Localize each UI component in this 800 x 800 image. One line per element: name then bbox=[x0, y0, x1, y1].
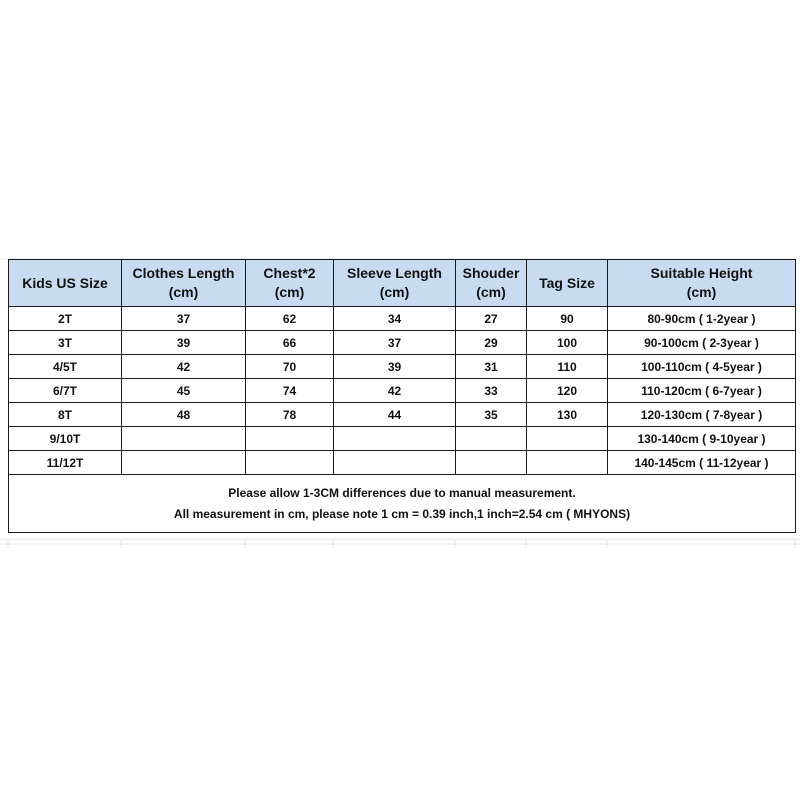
cell-chest bbox=[246, 427, 334, 451]
cell-chest: 70 bbox=[246, 355, 334, 379]
cell-shoulder bbox=[456, 451, 527, 475]
cell-chest: 66 bbox=[246, 331, 334, 355]
cell-tag-size: 120 bbox=[527, 379, 608, 403]
header-label: Shouder bbox=[462, 265, 520, 281]
cell-tag-size bbox=[527, 451, 608, 475]
cell-sleeve-length: 39 bbox=[334, 355, 456, 379]
size-chart-table bbox=[8, 259, 796, 533]
cell-suitable-height: 80-90cm ( 1-2year ) bbox=[608, 307, 796, 331]
cell-suitable-height: 110-120cm ( 6-7year ) bbox=[608, 379, 796, 403]
cell-sleeve-length bbox=[334, 427, 456, 451]
cell-suitable-height: 100-110cm ( 4-5year ) bbox=[608, 355, 796, 379]
header-label: Sleeve Length bbox=[347, 265, 442, 281]
cell-tag-size: 110 bbox=[527, 355, 608, 379]
header-clothes-length bbox=[122, 260, 246, 307]
header-suitable-height bbox=[608, 260, 796, 307]
cell-kids-us-size: 3T bbox=[9, 331, 122, 355]
cell-shoulder: 31 bbox=[456, 355, 527, 379]
cell-kids-us-size: 6/7T bbox=[9, 379, 122, 403]
table-row bbox=[9, 451, 796, 475]
header-unit: (cm) bbox=[476, 284, 506, 300]
cell-kids-us-size: 4/5T bbox=[9, 355, 122, 379]
header-unit: (cm) bbox=[274, 284, 305, 300]
cell-tag-size: 100 bbox=[527, 331, 608, 355]
cell-clothes-length: 37 bbox=[122, 307, 246, 331]
cell-sleeve-length: 34 bbox=[334, 307, 456, 331]
cell-sleeve-length bbox=[334, 451, 456, 475]
cell-sleeve-length: 42 bbox=[334, 379, 456, 403]
header-label: Kids US Size bbox=[22, 274, 108, 291]
cell-chest bbox=[246, 451, 334, 475]
measurement-note: All measurement in cm, please note 1 cm = 0.39 inch,1 inch=2.54 cm ( MHYONS) bbox=[173, 506, 631, 521]
header-sleeve-length bbox=[334, 260, 456, 307]
header-label: Clothes Length bbox=[132, 265, 235, 281]
cell-clothes-length: 48 bbox=[122, 403, 246, 427]
cell-shoulder bbox=[456, 427, 527, 451]
cell-clothes-length: 45 bbox=[122, 379, 246, 403]
header-label: Tag Size bbox=[539, 274, 595, 291]
cell-tag-size bbox=[527, 427, 608, 451]
cell-clothes-length: 39 bbox=[122, 331, 246, 355]
header-kids-us-size bbox=[9, 260, 122, 307]
header-chest bbox=[246, 260, 334, 307]
cell-tag-size: 130 bbox=[527, 403, 608, 427]
measurement-note: Please allow 1-3CM differences due to manual measurement. bbox=[228, 485, 576, 500]
cell-suitable-height: 120-130cm ( 7-8year ) bbox=[608, 403, 796, 427]
table-row bbox=[9, 355, 796, 379]
cell-shoulder: 33 bbox=[456, 379, 527, 403]
table-row bbox=[9, 403, 796, 427]
cell-clothes-length bbox=[122, 451, 246, 475]
cell-chest: 78 bbox=[246, 403, 334, 427]
cell-shoulder: 29 bbox=[456, 331, 527, 355]
header-tag-size bbox=[527, 260, 608, 307]
header-label: Suitable Height bbox=[650, 265, 753, 281]
cell-chest: 74 bbox=[246, 379, 334, 403]
table-row bbox=[9, 331, 796, 355]
table-row bbox=[9, 379, 796, 403]
size-chart-header bbox=[9, 260, 796, 307]
cell-kids-us-size: 9/10T bbox=[9, 427, 122, 451]
header-shoulder bbox=[456, 260, 527, 307]
cell-sleeve-length: 44 bbox=[334, 403, 456, 427]
cell-shoulder: 27 bbox=[456, 307, 527, 331]
cell-suitable-height: 130-140cm ( 9-10year ) bbox=[608, 427, 796, 451]
size-chart-body bbox=[9, 307, 796, 533]
table-row bbox=[9, 427, 796, 451]
table-row bbox=[9, 307, 796, 331]
cell-kids-us-size: 8T bbox=[9, 403, 122, 427]
cell-clothes-length: 42 bbox=[122, 355, 246, 379]
header-unit: (cm) bbox=[379, 284, 410, 300]
cell-shoulder: 35 bbox=[456, 403, 527, 427]
header-row bbox=[9, 260, 796, 307]
cell-suitable-height: 140-145cm ( 11-12year ) bbox=[608, 451, 796, 475]
cell-kids-us-size: 2T bbox=[9, 307, 122, 331]
cell-kids-us-size: 11/12T bbox=[9, 451, 122, 475]
notes-row bbox=[9, 475, 796, 533]
header-label: Chest*2 bbox=[263, 265, 316, 281]
cell-suitable-height: 90-100cm ( 2-3year ) bbox=[608, 331, 796, 355]
cell-tag-size: 90 bbox=[527, 307, 608, 331]
cell-sleeve-length: 37 bbox=[334, 331, 456, 355]
header-unit: (cm) bbox=[686, 284, 717, 300]
cell-clothes-length bbox=[122, 427, 246, 451]
cell-chest: 62 bbox=[246, 307, 334, 331]
notes-cell bbox=[9, 475, 796, 533]
header-unit: (cm) bbox=[168, 284, 199, 300]
